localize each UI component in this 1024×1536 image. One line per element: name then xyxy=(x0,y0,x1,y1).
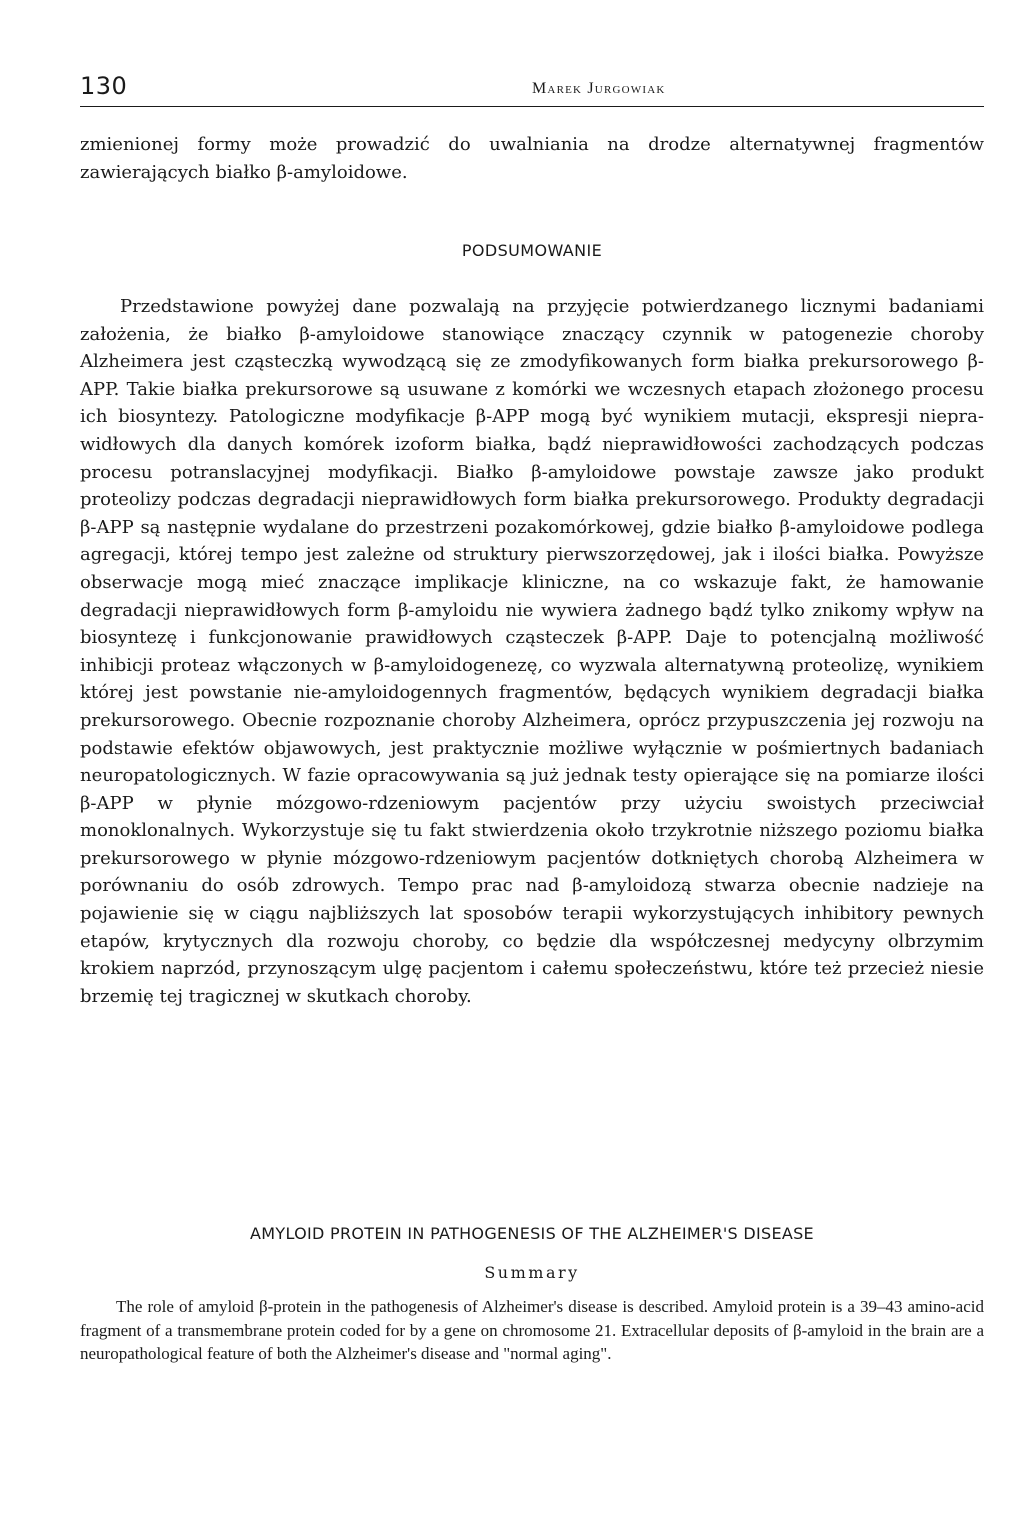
summary-label: Summary xyxy=(484,1263,580,1282)
summary-section-paragraph: Przedstawione powyżej dane pozwalają na przyjęcie potwierdzanego licznymi badaniami założenia, że białko β-amyloidowe stanowiące znaczący czynnik w patogenezie choroby Alzheimera jest cząsteczką wywodzącą się ze zmodyfikowanych form białka prekursorowego β-APP. Takie białka prekursorowe są usuwane z komórki we wczesnych etapach złożonego procesu ich biosyntezy. Patologiczne modyfikacje β-APP mogą być wynikiem mutacji, ekspresji nieprawidłowych dla danych komórek izoform białka, bądź nieprawidłowości zachodzących podczas procesu potranslacyjnej modyfikacji. Białko β-amyloidowe powstaje zawsze jako produkt proteolizy podczas degradacji nieprawidłowych form białka prekursorowego. Produkty degradacji β-APP są następnie wydalane do przestrzeni pozakomórkowej, gdzie białko β-amyloidowe podlega agregacji, której tempo jest zależne od struktury pierwszorzędowej, jak i ilości białka. Powyższe obserwacje mogą mieć znaczące implikacje kliniczne, na co wskazuje fakt, że hamowanie degradacji nieprawidłowych form β-amyloidu nie wywiera żadnego bądź tylko znikomy wpływ na biosyntezę i funkcjonowanie prawidłowych cząsteczek β-APP. Daje to potencjalną możliwość inhibicji proteaz włączonych w β-amyloidogenezę, co wyzwala alternatywną proteolizę, wynikiem której jest powstanie nie-amyloidogennych fragmentów, będących wynikiem degradacji białka prekursorowego. Obecnie rozpoznanie choroby Alzheimera, oprócz przypuszczenia jej rozwoju na podstawie efektów objawowych, jest praktycznie możliwe wyłącznie w pośmiertnych badaniach neuropatologicznych. W fazie opracowywania są już jednak testy opierające się na pomiarze ilości β-APP w płynie mózgowo-rdzeniowym pacjentów przy użyciu swoistych przeciwciał monoklonalnych. Wykorzystuje się tu fakt stwierdzenia około trzykrotnie niższego poziomu białka prekursorowego w płynie mózgowo-rdzeniowym pacjentów dotkniętych chorobą Alzheimera w porównaniu do osób zdrowych. Tempo prac nad β-amyloidozą stwarza obecnie nadzieje na pojawienie się w ciągu najbliższych lat sposobów terapii wykorzystujących inhibitory pewnych etapów, krytycznych dla rozwoju choroby, co będzie dla współczesnej medycyny olbrzymim krokiem naprzód, przynoszącym ulgę pacjentom i całemu społeczeństwu, które też przecież niesie brzemię tej tragicznej w skutkach choroby. xyxy=(80,296,984,1007)
english-summary xyxy=(80,1295,984,1366)
running-title: Marek Jurgowiak xyxy=(532,80,666,97)
intro-paragraph: zmienionej formy może prowadzić do uwalniania na drodze alternatywnej fragmentów zawierających białko β-amyloidowe. xyxy=(80,134,984,183)
running-header xyxy=(80,70,984,107)
intro-text xyxy=(80,131,984,186)
english-summary-paragraph: The role of amyloid β-protein in the pathogenesis of Alzheimer's disease is described. Amyloid protein is a 39–43 amino-acid fragment of a transmembrane protein coded for by a gene on chromosome 21. Extracellular deposits of β-amyloid in the brain are a neuropathological feature of both the Alzheimer's disease and "normal aging". xyxy=(80,1297,984,1363)
english-title: AMYLOID PROTEIN IN PATHOGENESIS OF THE ALZHEIMER'S DISEASE xyxy=(250,1224,814,1243)
section-heading: PODSUMOWANIE xyxy=(461,241,603,260)
main-text xyxy=(80,293,984,1010)
page-number: 130 xyxy=(80,72,128,100)
